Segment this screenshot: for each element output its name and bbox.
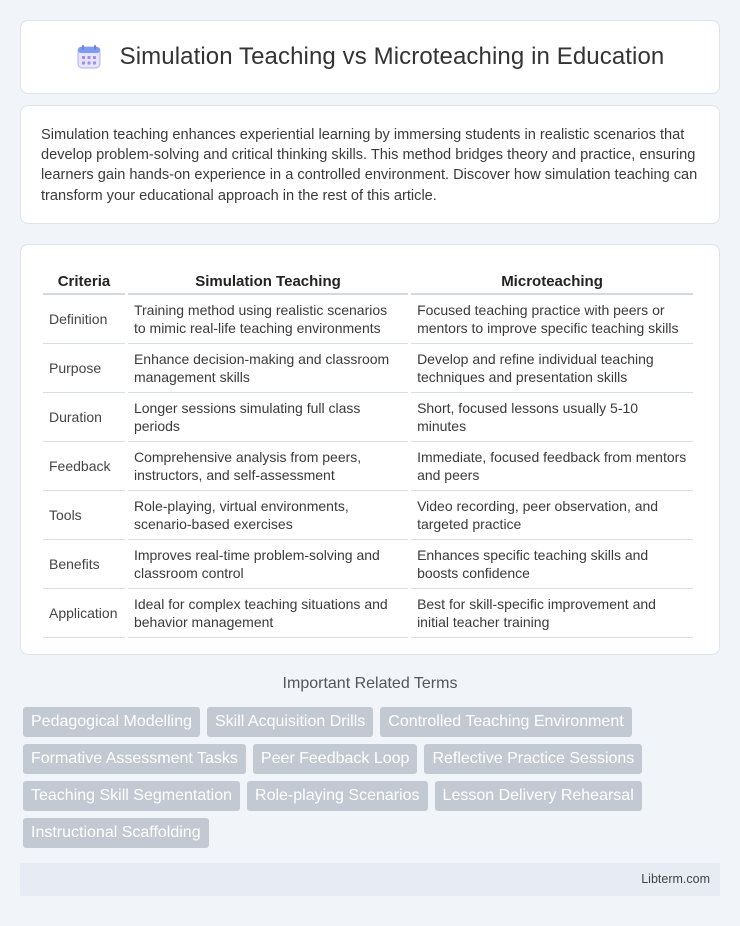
microteaching-cell: Enhances specific teaching skills and boosts confidence bbox=[411, 540, 693, 589]
related-term-tag[interactable]: Controlled Teaching Environment bbox=[380, 707, 631, 737]
related-term-tag[interactable]: Pedagogical Modelling bbox=[23, 707, 200, 737]
header-simulation-teaching: Simulation Teaching bbox=[128, 265, 408, 295]
related-term-tag[interactable]: Reflective Practice Sessions bbox=[424, 744, 642, 774]
table-header-row bbox=[43, 265, 693, 295]
criteria-cell: Benefits bbox=[43, 540, 125, 589]
related-term-tag[interactable]: Teaching Skill Segmentation bbox=[23, 781, 240, 811]
page-title: Simulation Teaching vs Microteaching in Education bbox=[119, 43, 665, 70]
table-row bbox=[43, 491, 693, 540]
intro-paragraph: Simulation teaching enhances experiential learning by immersing students in realistic scenarios that develop problem-solving and critical thinking skills. This method bridges theory and practice, ensuring learners gain hands-on experience in a controlled environment. Discover how simulation teaching can transform your educational approach in the rest of this article. bbox=[41, 127, 698, 204]
related-term-tag[interactable]: Peer Feedback Loop bbox=[253, 744, 418, 774]
microteaching-cell: Short, focused lessons usually 5-10 minutes bbox=[411, 393, 693, 442]
simulation-cell: Role-playing, virtual environments, scenario-based exercises bbox=[128, 491, 408, 540]
microteaching-cell: Immediate, focused feedback from mentors and peers bbox=[411, 442, 693, 491]
related-terms-list bbox=[23, 707, 723, 848]
simulation-cell: Enhance decision-making and classroom management skills bbox=[128, 344, 408, 393]
footer bbox=[20, 863, 720, 896]
simulation-cell: Longer sessions simulating full class periods bbox=[128, 393, 408, 442]
microteaching-cell: Focused teaching practice with peers or mentors to improve specific teaching skills bbox=[411, 295, 693, 344]
simulation-cell: Comprehensive analysis from peers, instructors, and self-assessment bbox=[128, 442, 408, 491]
table-row bbox=[43, 540, 693, 589]
header-microteaching: Microteaching bbox=[411, 265, 693, 295]
microteaching-cell: Develop and refine individual teaching techniques and presentation skills bbox=[411, 344, 693, 393]
intro-card bbox=[20, 105, 720, 224]
comparison-table-card bbox=[20, 244, 720, 655]
calendar-grid-icon bbox=[76, 44, 102, 70]
microteaching-cell: Best for skill-specific improvement and initial teacher training bbox=[411, 589, 693, 638]
related-term-tag[interactable]: Lesson Delivery Rehearsal bbox=[435, 781, 642, 811]
criteria-cell: Tools bbox=[43, 491, 125, 540]
simulation-cell: Ideal for complex teaching situations and behavior management bbox=[128, 589, 408, 638]
criteria-cell: Feedback bbox=[43, 442, 125, 491]
criteria-cell: Application bbox=[43, 589, 125, 638]
criteria-cell: Duration bbox=[43, 393, 125, 442]
title-wrap bbox=[76, 43, 665, 71]
title-card bbox=[20, 20, 720, 94]
microteaching-cell: Video recording, peer observation, and targeted practice bbox=[411, 491, 693, 540]
simulation-cell: Training method using realistic scenarios to mimic real-life teaching environments bbox=[128, 295, 408, 344]
footer-site-link[interactable]: Libterm.com bbox=[641, 872, 710, 886]
related-term-tag[interactable]: Skill Acquisition Drills bbox=[207, 707, 373, 737]
related-terms-heading: Important Related Terms bbox=[282, 675, 458, 692]
related-term-tag[interactable]: Role-playing Scenarios bbox=[247, 781, 428, 811]
table-row bbox=[43, 393, 693, 442]
comparison-table bbox=[40, 265, 696, 638]
table-row bbox=[43, 442, 693, 491]
table-row bbox=[43, 344, 693, 393]
table-row bbox=[43, 295, 693, 344]
related-term-tag[interactable]: Instructional Scaffolding bbox=[23, 818, 209, 848]
criteria-cell: Definition bbox=[43, 295, 125, 344]
table-row bbox=[43, 589, 693, 638]
header-criteria: Criteria bbox=[43, 265, 125, 295]
criteria-cell: Purpose bbox=[43, 344, 125, 393]
simulation-cell: Improves real-time problem-solving and classroom control bbox=[128, 540, 408, 589]
related-term-tag[interactable]: Formative Assessment Tasks bbox=[23, 744, 246, 774]
